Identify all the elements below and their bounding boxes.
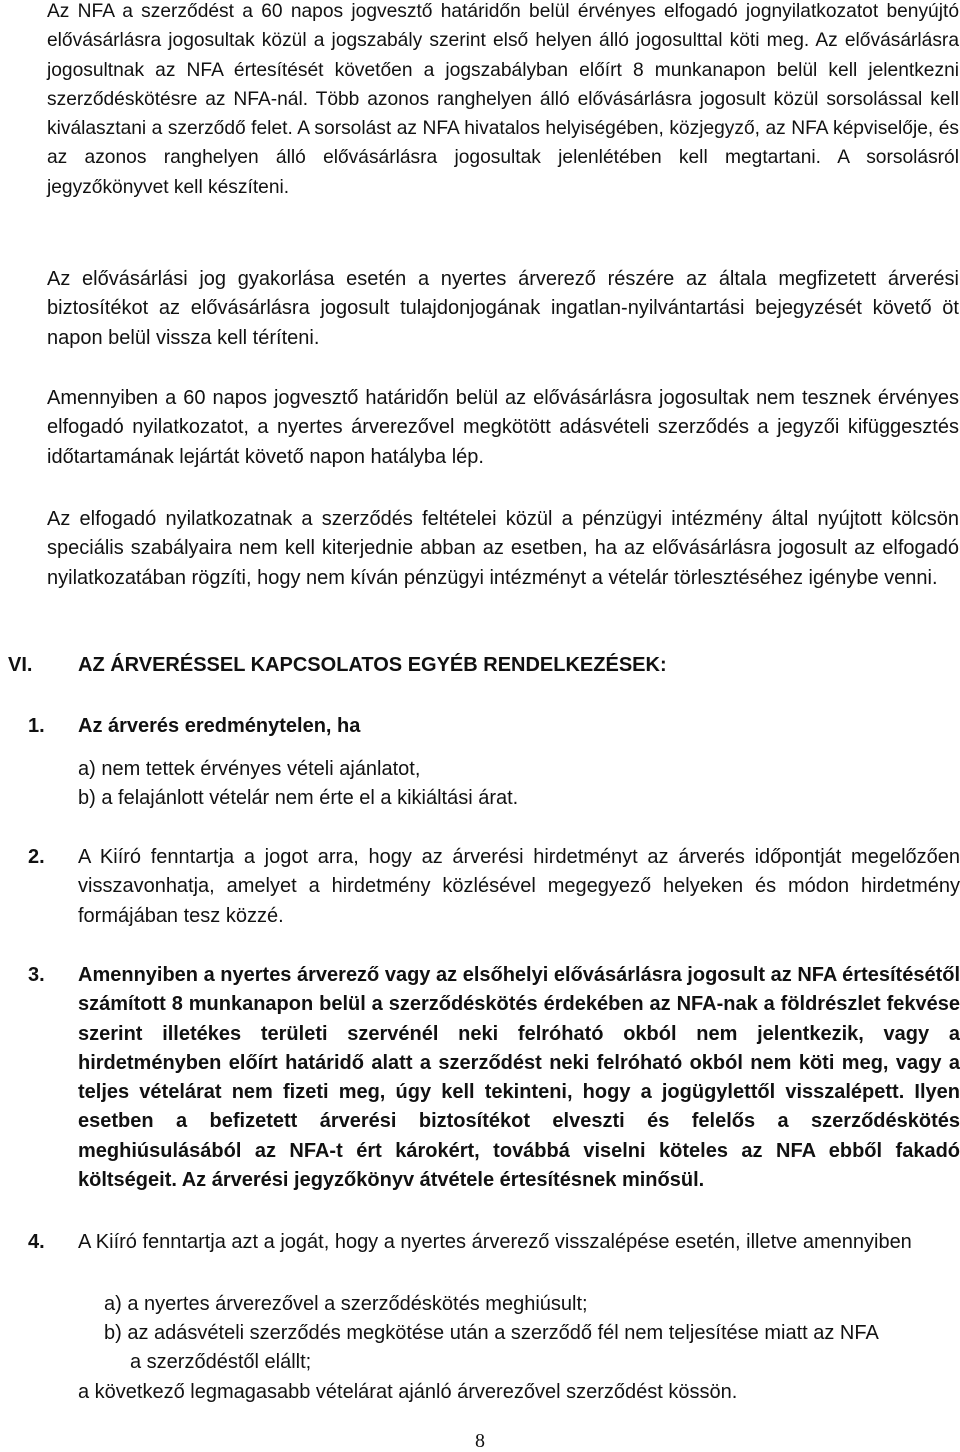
section-title: AZ ÁRVERÉSSEL KAPCSOLATOS EGYÉB RENDELKEZÉSEK: [78, 654, 667, 676]
page-number: 8 [475, 1430, 485, 1452]
list-item-text: A Kiíró fenntartja a jogot arra, hogy az árverési hirdetményt az árverés időpontját megelőzően visszavonhatja, amelyet a hirdetmény közlésével megegyező helyeken és módon hirdetmény formájában tesz közzé. [78, 846, 960, 927]
paragraph-deposit-refund: Az elővásárlási jog gyakorlása esetén a nyertes árverező részére az általa megfizetett árverési biztosítékot az elővásárlásra jogosult tulajdonjogának ingatlan-nyilvántartási bejegyzését követő öt napon belül vissza kell téríteni. [47, 268, 959, 349]
sub-item-b: b) a felajánlott vételár nem érte el a kikiáltási árat. [78, 787, 519, 809]
section-number: VI. [8, 654, 33, 676]
sub-item-b-line1: b) az adásvételi szerződés megkötése után a szerződő fél nem teljesítése miatt az NFA [104, 1322, 879, 1344]
list-item-number: 3. [28, 964, 45, 986]
paragraph-acceptance-statement: Az elfogadó nyilatkozatnak a szerződés feltételei közül a pénzügyi intézmény által nyújtott kölcsön speciális szabályaira nem kell kiterjednie abban az esetben, ha az elővásárlásra jogosult az elfogadó nyilatkozatában rögzíti, hogy nem kíván pénzügyi intézményt a vételár törlesztéséhez igénybe venni. [47, 508, 959, 589]
list-item-text: Amennyiben a nyertes árverező vagy az elsőhelyi elővásárlásra jogosult az NFA értesítésétől számított 8 munkanapon belül a szerződéskötés érdekében az NFA-nak a földrészlet fekvése szerint illetékes területi szervénél neki felróható okból nem jelentkezik, vagy a hirdetményben előírt határidő alatt a szerződést neki felróható okból nem köti meg, vagy a teljes vételárat nem fizeti meg, úgy kell tekinteni, hogy a jogügylettől visszalépett. Ilyen esetben a befizetett árverési biztosítékot elveszti és felelős a szerződéskötés meghiúsulásából az NFA-t ért károkért, továbbá viselni köteles az NFA ebből fakadó költségeit. Az árverési jegyzőkönyv átvétele értesítésnek minősül. [78, 964, 960, 1192]
list-item-number: 2. [28, 846, 45, 868]
list-item-text: Az árverés eredménytelen, ha [78, 715, 361, 737]
sub-item-b-line2: a szerződéstől elállt; [130, 1351, 312, 1374]
sub-item-a: a) a nyertes árverezővel a szerződéskötés meghiúsult; [104, 1293, 588, 1315]
paragraph-contract-conclusion: Az NFA a szerződést a 60 napos jogvesztő határidőn belül érvényes elfogadó jognyilatkozatot benyújtó elővásárlásra jogosultak közül a jogszabály szerint első helyen álló jogosulttal köti meg. Az elővásárlásra jogosultnak az NFA értesítését követően a jogszabályban előírt 8 munkanapon belül kell jelentkezni szerződéskötésre az NFA-nál. Több azonos ranghelyen álló elővásárlásra jogosult közül sorsolással kell kiválasztani a szerződő felet. A sorsolást az NFA hivatalos helyiségében, közjegyző, az NFA képviselője, és az azonos ranghelyen álló elővásárlásra jogosultak jelenlétében kell megtartani. A sorsolásról jegyzőkönyvet kell készíteni. [47, 1, 959, 198]
closing-sentence: a következő legmagasabb vételárat ajánló árverezővel szerződést kössön. [78, 1381, 738, 1403]
list-item-text: A Kiíró fenntartja azt a jogát, hogy a nyertes árverező visszalépése esetén, illetve amennyiben [78, 1231, 912, 1253]
list-item-number: 1. [28, 715, 45, 737]
list-item-number: 4. [28, 1231, 45, 1253]
paragraph-contract-effective: Amennyiben a 60 napos jogvesztő határidőn belül az elővásárlásra jogosultak nem tesznek érvényes elfogadó nyilatkozatot, a nyertes árverezővel megkötött adásvételi szerződés a jegyzői kifüggesztés időtartamának lejártát követő napon hatályba lép. [47, 387, 959, 468]
sub-item-b [104, 1319, 956, 1378]
sub-item-a: a) nem tettek érvényes vételi ajánlatot, [78, 758, 421, 780]
